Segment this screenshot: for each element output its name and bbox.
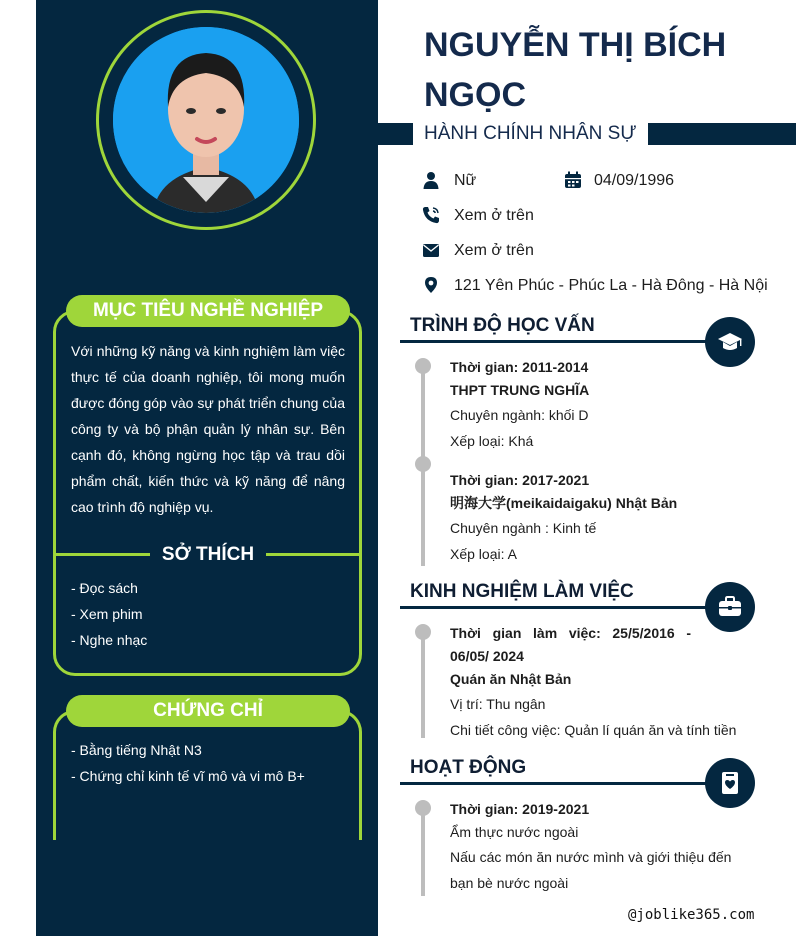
education-divider [400,340,730,343]
entry-position: Vị trí: Thu ngân [450,696,546,712]
entry-grade: Xếp loại: Khá [450,433,534,449]
entry-major: Chuyên ngành: khối D [450,407,589,423]
user-icon [422,171,440,189]
list-item: - Xem phim [71,606,143,622]
experience-divider [400,606,730,609]
certs-title: CHỨNG CHỈ [66,695,350,727]
map-pin-icon [422,276,440,294]
job-title: HÀNH CHÍNH NHÂN SỰ [424,123,637,144]
entry-time: Thời gian: 2017-2021 [450,472,590,488]
activities-title: HOẠT ĐỘNG [410,757,527,778]
objective-title: MỤC TIÊU NGHỀ NGHIỆP [66,295,350,327]
footer-watermark: @joblike365.com [628,907,755,923]
briefcase-icon [717,594,743,620]
timeline-dot [415,456,431,472]
objective-text: Với những kỹ năng và kinh nghiệm làm việc thực tế của doanh nghiệp, tôi mong muốn được đóng góp vào sự phát triển chung của công ty và bộ phận quản lý nhân sự. Bên cạnh đó, không ngừng học tập và trau dồi phẩm chất, kiến thức và kỹ năng để nâng cao trình độ nghiệp vụ. [71,343,345,515]
entry-name: Ẩm thực nước ngoài [450,824,579,840]
entry-school: THPT TRUNG NGHĨA [450,382,590,398]
activities-divider [400,782,730,785]
gender-value: Nữ [454,172,477,189]
entry-time: Thời gian: 2011-2014 [450,359,589,375]
activities-timeline [421,808,425,896]
graduation-cap-icon [717,329,743,355]
list-item: - Đọc sách [71,580,138,596]
entry-detail: Nấu các món ăn nước mình và giới thiệu đến bạn bè nước ngoài [450,849,732,891]
envelope-icon [422,241,440,259]
hobbies-heading [56,540,360,570]
phone-value: Xem ở trên [454,207,534,224]
experience-title: KINH NGHIỆM LÀM VIỆC [410,581,634,602]
education-entry [450,356,755,454]
entry-detail: Chi tiết công việc: Quản lí quán ăn và tính tiền [450,722,737,738]
email-value: Xem ở trên [454,242,534,259]
timeline-dot [415,358,431,374]
birthdate-value: 04/09/1996 [594,172,675,189]
timeline-dot [415,800,431,816]
address-value: 121 Yên Phúc - Phúc La - Hà Đông - Hà Nội [454,277,768,294]
experience-badge [705,582,755,632]
certs-list [71,737,345,789]
avatar-photo [113,27,299,213]
hobbies-title: SỞ THÍCH [161,544,255,565]
entry-time: Thời gian làm việc: 25/5/2016 - 06/05/ 2024 [450,625,691,664]
calendar-icon [564,171,582,189]
list-item: - Bằng tiếng Nhật N3 [71,742,202,758]
experience-timeline [421,632,425,738]
education-title: TRÌNH ĐỘ HỌC VẤN [410,315,595,336]
title-bar-right [648,123,796,145]
title-bar-left [378,123,413,145]
phone-icon [422,206,440,224]
candidate-name: NGUYỄN THỊ BÍCH NGỌC [424,26,727,114]
activity-entry [450,798,755,896]
experience-entry-details [450,668,755,743]
left-sidebar [36,0,378,936]
entry-school: 明海大学(meikaidaigaku) Nhật Bản [450,495,678,511]
hobbies-list [71,575,345,653]
entry-company: Quán ăn Nhật Bản [450,671,572,687]
passport-icon [717,770,743,796]
timeline-dot [415,624,431,640]
entry-grade: Xếp loại: A [450,546,517,562]
entry-major: Chuyên ngành : Kinh tế [450,520,597,536]
avatar-frame [96,10,316,230]
experience-entry [450,622,691,668]
education-entry [450,469,755,567]
avatar [113,27,299,213]
list-item: - Nghe nhạc [71,632,148,648]
entry-time: Thời gian: 2019-2021 [450,801,590,817]
list-item: - Chứng chỉ kinh tế vĩ mô và vi mô B+ [71,768,305,784]
